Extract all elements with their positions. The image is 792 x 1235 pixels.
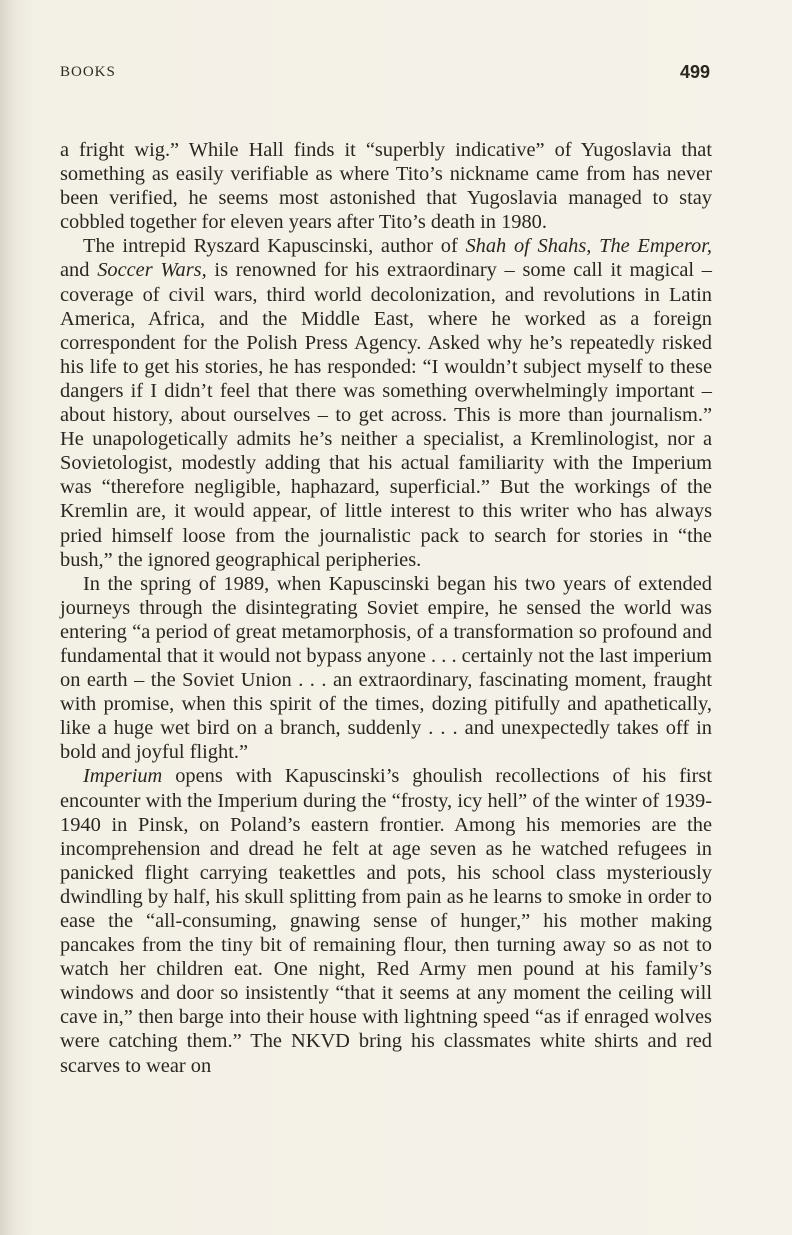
paragraph (60, 234, 712, 571)
book-title: Imperium (83, 765, 163, 788)
book-title: Shah of Shahs, The Emperor, (465, 235, 712, 258)
text-run: The intrepid Ryszard Kapuscinski, author of (83, 235, 466, 258)
page-number: 499 (679, 62, 710, 82)
paragraph (60, 764, 712, 1077)
body-text (60, 138, 712, 1078)
text-run: is renowned for his extraordinary – some call it magical – coverage of civil wars, third world decolonization, and revolutions in Latin America, Africa, and the Middle East, where he worked as a foreign correspondent for the Polish Press Agency. Asked why he’s repeatedly risked his life to get his stories, he has responded: “I wouldn’t subject myself to these dangers if I didn’t feel that there was something overwhelmingly important – about history, about ourselves – to get across. This is more than journalism.” He unapologetically admits he’s neither a specialist, a Kremlinologist, nor a Sovietologist, modestly adding that his actual familiarity with the Imperium was “therefore negligible, haphazard, superficial.” But the workings of the Kremlin are, it would appear, of little interest to this writer who has always pried himself loose from the journalistic pack to search for stories in “the bush,” the ignored geographical peripheries. (60, 259, 712, 571)
paragraph (60, 572, 712, 765)
book-title: Soccer Wars, (97, 259, 207, 282)
page-header (60, 64, 710, 90)
text-run: a fright wig.” While Hall finds it “superbly indicative” of Yugoslavia that something as easily verifiable as where Tito’s nickname came from has never been verified, he seems most astonished that Yugoslavia managed to stay cobbled together for eleven years after Tito’s death in 1980. (60, 139, 712, 234)
paragraph (60, 138, 712, 234)
text-run: In the spring of 1989, when Kapuscinski began his two years of extended journeys through the disintegrating Soviet empire, he sensed the world was entering “a period of great metamorphosis, of a transformation so profound and fundamental that it would not bypass anyone . . . certainly not the last imperium on earth – the Soviet Union . . . an extraordinary, fascinating moment, fraught with promise, when this spirit of the times, dozing pitifully and apathetically, like a huge wet bird on a branch, suddenly . . . and unexpectedly takes off in bold and joyful flight.” (60, 572, 712, 764)
running-head: BOOKS (60, 64, 116, 80)
text-run: and (60, 259, 98, 282)
text-run: opens with Kapuscinski’s ghoulish recollections of his first encounter with the Imperium during the “frosty, icy hell” of the winter of 1939-1940 in Pinsk, on Poland’s eastern frontier. Among his memories are the incomprehension and dread he felt at age seven as he watched refugees in panicked flight carrying teakettles and pots, his school class mysteriously dwindling by half, his skull splitting from pain as he learns to smoke in order to ease the “all-consuming, gnawing sense of hunger,” his mother making pancakes from the tiny bit of remaining flour, then turning away so as not to watch her children eat. One night, Red Army men pound at his family’s windows and door so insistently “that it seems at any moment the ceiling will cave in,” then barge into their house with lightning speed “as if enraged wolves were catching them.” The NKVD bring his classmates white shirts and red scarves to wear on (60, 765, 712, 1077)
